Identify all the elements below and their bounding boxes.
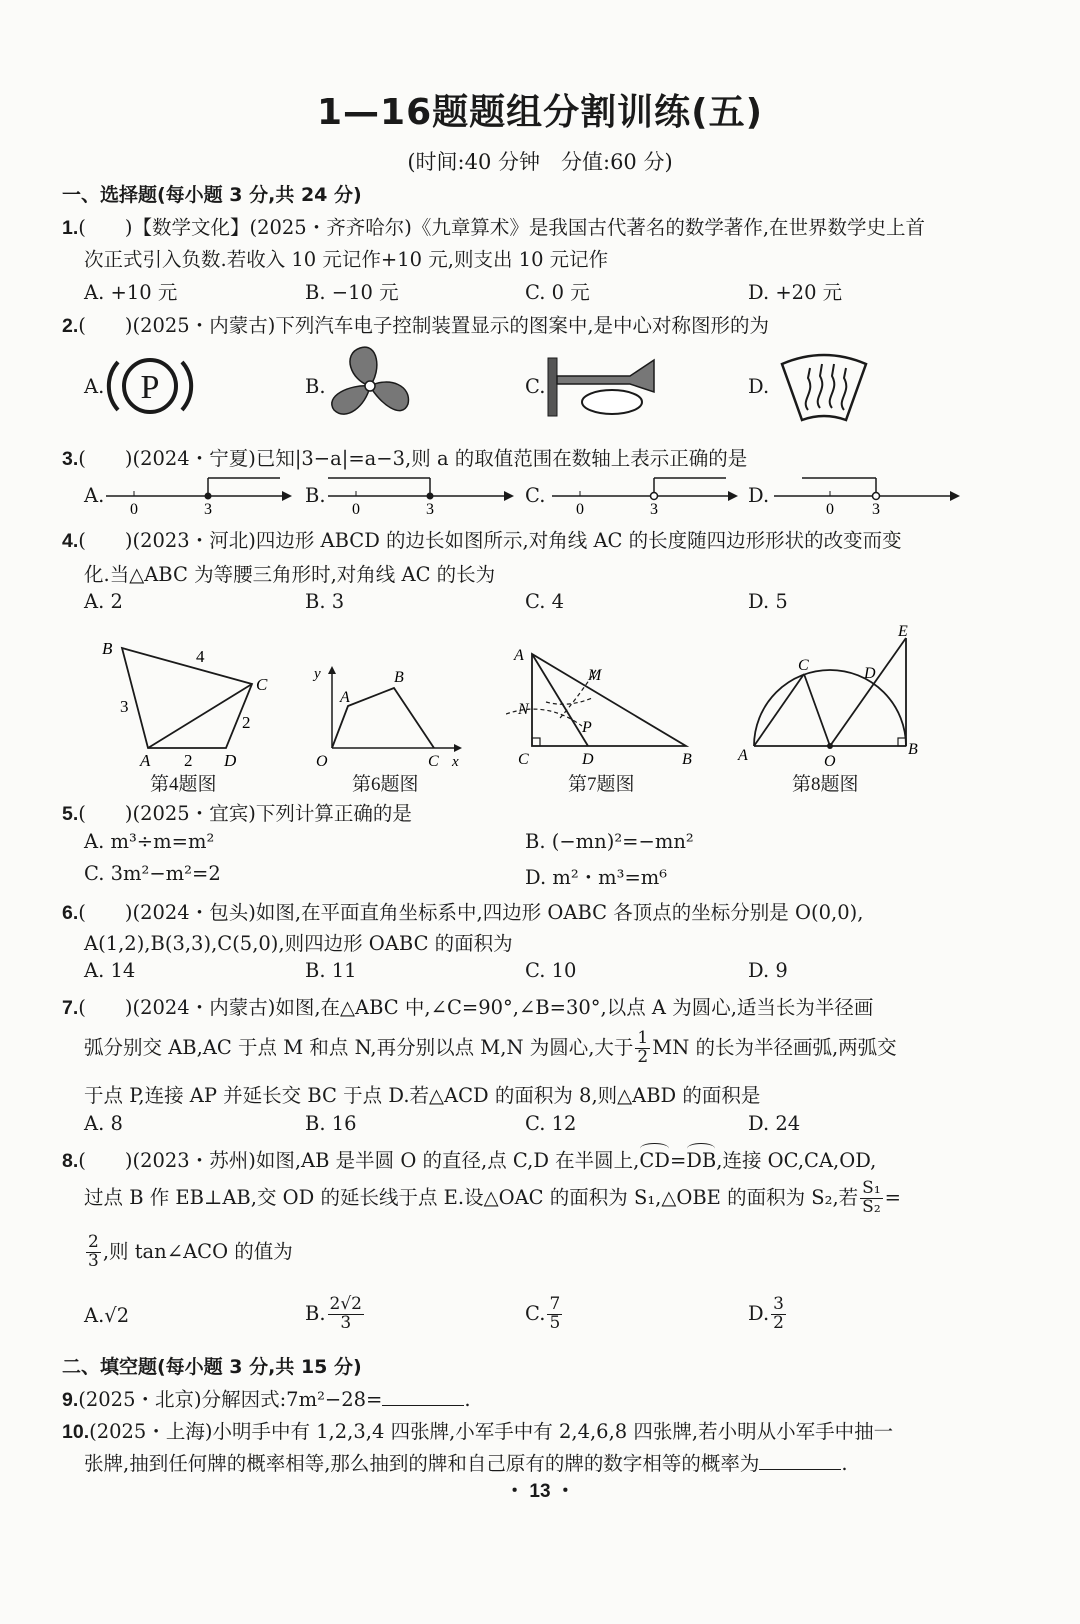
q1-text1: ( )【数学文化】(2025・齐齐哈尔)《九章算术》是我国古代著名的数学著作,在世界数学史上首 [78, 216, 926, 239]
svg-text:3: 3 [120, 697, 129, 716]
fan-icon [320, 340, 420, 432]
q1-number: 1. [62, 217, 79, 239]
figure-4-caption: 第4题图 [150, 774, 217, 795]
q10-number: 10. [62, 1421, 90, 1443]
q9-answer-blank[interactable] [382, 1388, 464, 1406]
svg-text:A: A [514, 647, 524, 664]
numberline-c [550, 472, 740, 520]
q4-option-d: D. 5 [748, 590, 788, 613]
q2-option-d: D. [748, 375, 770, 398]
arc-cd: CD [639, 1149, 670, 1172]
q6-option-c: C. 10 [525, 959, 577, 982]
q10-line1: 10.(2025・上海)小明手中有 1,2,3,4 四张牌,小军手中有 2,4,6,8 四张牌,若小明从小军手中抽一 [62, 1420, 894, 1443]
numberline-b [326, 472, 516, 520]
q6-option-b: B. 11 [305, 959, 357, 982]
svg-text:E: E [898, 623, 908, 640]
numberline-d [772, 472, 964, 520]
svg-text:A: A [340, 689, 350, 706]
q5-option-a: A. m³÷m=m² [84, 830, 215, 853]
q8-line3: $\frac{2}{3}$ ,则 tan∠ACO 的值为 [88, 1232, 293, 1271]
q7-option-a: A. 8 [84, 1112, 123, 1135]
svg-text:C: C [798, 657, 809, 674]
q8-option-d: D. $\frac{3}{2}$ [748, 1294, 784, 1333]
svg-text:x: x [452, 754, 459, 770]
svg-text:A: A [738, 747, 748, 764]
q1-line2: 次正式引入负数.若收入 10 元记作+10 元,则支出 10 元记作 [84, 248, 609, 271]
figure-6-caption: 第6题图 [352, 774, 419, 795]
q7-option-c: C. 12 [525, 1112, 577, 1135]
q2-number: 2. [62, 315, 79, 337]
q8-ratio-fraction: $\frac{\text{S₁}}{\text{S₂}}$ [862, 1178, 881, 1217]
q3-option-b: B. [305, 484, 326, 507]
figure-7 [506, 640, 706, 772]
svg-text:0: 0 [352, 501, 360, 518]
q1-option-b: B. −10 元 [305, 281, 399, 304]
svg-text:B: B [682, 751, 692, 768]
q3-option-d: D. [748, 484, 770, 507]
svg-text:D: D [864, 665, 876, 682]
q2-option-b: B. [305, 375, 326, 398]
q3-text1: ( )(2024・宁夏)已知|3−a|=a−3,则 a 的取值范围在数轴上表示正确的是 [78, 447, 748, 470]
q1-option-c: C. 0 元 [525, 281, 590, 304]
svg-text:3: 3 [872, 501, 880, 518]
page-title: 1—16题题组分割训练(五) [316, 92, 764, 133]
svg-text:C: C [428, 753, 439, 770]
svg-text:N: N [518, 701, 529, 718]
svg-text:3: 3 [204, 501, 212, 518]
svg-text:D: D [224, 751, 237, 770]
q7-text1: ( )(2024・内蒙古)如图,在△ABC 中,∠C=90°,∠B=30°,以点 A 为圆心,适当长为半径画 [78, 996, 874, 1019]
q4-option-a: A. 2 [84, 590, 123, 613]
q4-option-b: B. 3 [305, 590, 345, 613]
horn-icon [542, 350, 662, 422]
svg-text:2: 2 [242, 713, 251, 732]
q5-text1: ( )(2025・宜宾)下列计算正确的是 [78, 802, 412, 825]
svg-text:0: 0 [130, 501, 138, 518]
q7-line1 [62, 992, 1018, 1020]
figure-8-caption: 第8题图 [792, 774, 859, 795]
figure-6 [310, 660, 470, 772]
q6-line2: A(1,2),B(3,3),C(5,0),则四边形 OABC 的面积为 [84, 932, 513, 955]
svg-text:C: C [256, 675, 268, 694]
q8-number: 8. [62, 1150, 79, 1172]
q4-option-c: C. 4 [525, 590, 565, 613]
q8-option-b: B. $\frac{2√2}{3}$ [305, 1294, 362, 1333]
q2-option-c: C. [525, 375, 546, 398]
q5-option-d: D. m²・m³=m⁶ [525, 866, 668, 889]
q1-option-a: A. +10 元 [84, 281, 178, 304]
q5-line1 [62, 798, 1018, 826]
section-choice-heading: 一、选择题(每小题 3 分,共 24 分) [62, 184, 362, 206]
svg-text:A: A [140, 751, 151, 770]
page-subtitle: (时间:40 分钟 分值:60 分) [407, 150, 673, 174]
svg-text:M: M [588, 667, 602, 684]
svg-text:2: 2 [184, 751, 193, 770]
svg-text:B: B [908, 741, 918, 758]
q8-option-c: C. $\frac{7}{5}$ [525, 1294, 561, 1333]
svg-text:O: O [824, 753, 836, 770]
q8-value-fraction: $\frac{2}{3}$ [88, 1232, 99, 1271]
q5-option-c: C. 3m²−m²=2 [84, 862, 221, 885]
svg-text:3: 3 [426, 501, 434, 518]
q3-number: 3. [62, 448, 79, 470]
q2-text1: ( )(2025・内蒙古)下列汽车电子控制装置显示的图案中,是中心对称图形的为 [78, 314, 770, 337]
q4-line2: 化.当△ABC 为等腰三角形时,对角线 AC 的长为 [84, 563, 496, 586]
arc-db: DB [686, 1149, 717, 1172]
windshield-defrost-icon [776, 350, 872, 426]
q4-number: 4. [62, 530, 79, 552]
q2-option-a: A. [84, 375, 105, 398]
q6-number: 6. [62, 902, 79, 924]
svg-text:3: 3 [650, 501, 658, 518]
q8-line1: 8.( )(2023・苏州)如图,AB 是半圆 O 的直径,点 C,D 在半圆上,CD=DB,连接 OC,CA,OD, [62, 1149, 877, 1172]
q3-option-a: A. [84, 484, 105, 507]
q9-line1: 9.(2025・北京)分解因式:7m²−28= . [62, 1388, 471, 1411]
svg-text:4: 4 [196, 647, 205, 666]
q8-line2: 过点 B 作 EB⊥AB,交 OD 的延长线于点 E.设△OAC 的面积为 S₁,△OBE 的面积为 S₂,若 $\frac{\text{S₁}}{\text{S₂}}$ = [84, 1178, 901, 1217]
svg-text:y: y [314, 666, 321, 682]
q7-option-d: D. 24 [748, 1112, 801, 1135]
q5-number: 5. [62, 803, 79, 825]
q6-option-d: D. 9 [748, 959, 788, 982]
q10-answer-blank[interactable] [759, 1452, 841, 1470]
parking-brake-icon [100, 350, 200, 422]
figure-7-caption: 第7题图 [568, 774, 635, 795]
q7-fraction: $\frac{1}{2}$ [637, 1028, 649, 1067]
svg-text:B: B [394, 669, 404, 686]
section-fill-heading: 二、填空题(每小题 3 分,共 15 分) [62, 1356, 362, 1378]
numberline-a [104, 472, 294, 520]
q5-option-b: B. (−mn)²=−mn² [525, 830, 694, 853]
q4-text1: ( )(2023・河北)四边形 ABCD 的边长如图所示,对角线 AC 的长度随四边形形状的改变而变 [78, 529, 902, 552]
svg-text:D: D [582, 751, 594, 768]
svg-text:C: C [518, 751, 529, 768]
svg-text:0: 0 [576, 501, 584, 518]
figure-8 [732, 620, 932, 770]
q8-option-a: A.√2 [84, 1304, 130, 1327]
q2-line1 [62, 310, 1018, 338]
q1-option-d: D. +20 元 [748, 281, 843, 304]
q7-number: 7. [62, 997, 79, 1019]
svg-text:O: O [316, 753, 328, 770]
q4-line1 [62, 525, 1018, 553]
q7-line2: 弧分别交 AB,AC 于点 M 和点 N,再分别以点 M,N 为圆心,大于 $\frac{1}{2}$ MN 的长为半径画弧,两弧交 [84, 1028, 897, 1067]
parking-letter: P [140, 369, 160, 406]
q7-option-b: B. 16 [305, 1112, 357, 1135]
q7-line3: 于点 P,连接 AP 并延长交 BC 于点 D.若△ACD 的面积为 8,则△ABD 的面积是 [84, 1084, 761, 1107]
q3-line1 [62, 443, 1018, 471]
q10-line2: 张牌,抽到任何牌的概率相等,那么抽到的牌和自己原有的牌的数字相等的概率为 . [84, 1452, 848, 1475]
q6-text1: ( )(2024・包头)如图,在平面直角坐标系中,四边形 OABC 各顶点的坐标分别是 O(0,0), [78, 901, 864, 924]
svg-text:P: P [582, 719, 592, 736]
svg-text:0: 0 [826, 501, 834, 518]
q9-number: 9. [62, 1389, 79, 1411]
figure-4 [96, 630, 286, 770]
q3-option-c: C. [525, 484, 546, 507]
q6-option-a: A. 14 [84, 959, 136, 982]
q6-line1 [62, 897, 1018, 925]
page-number: ・ 13 ・ [505, 1481, 575, 1502]
svg-text:B: B [102, 639, 113, 658]
q1-line1 [62, 212, 1018, 240]
